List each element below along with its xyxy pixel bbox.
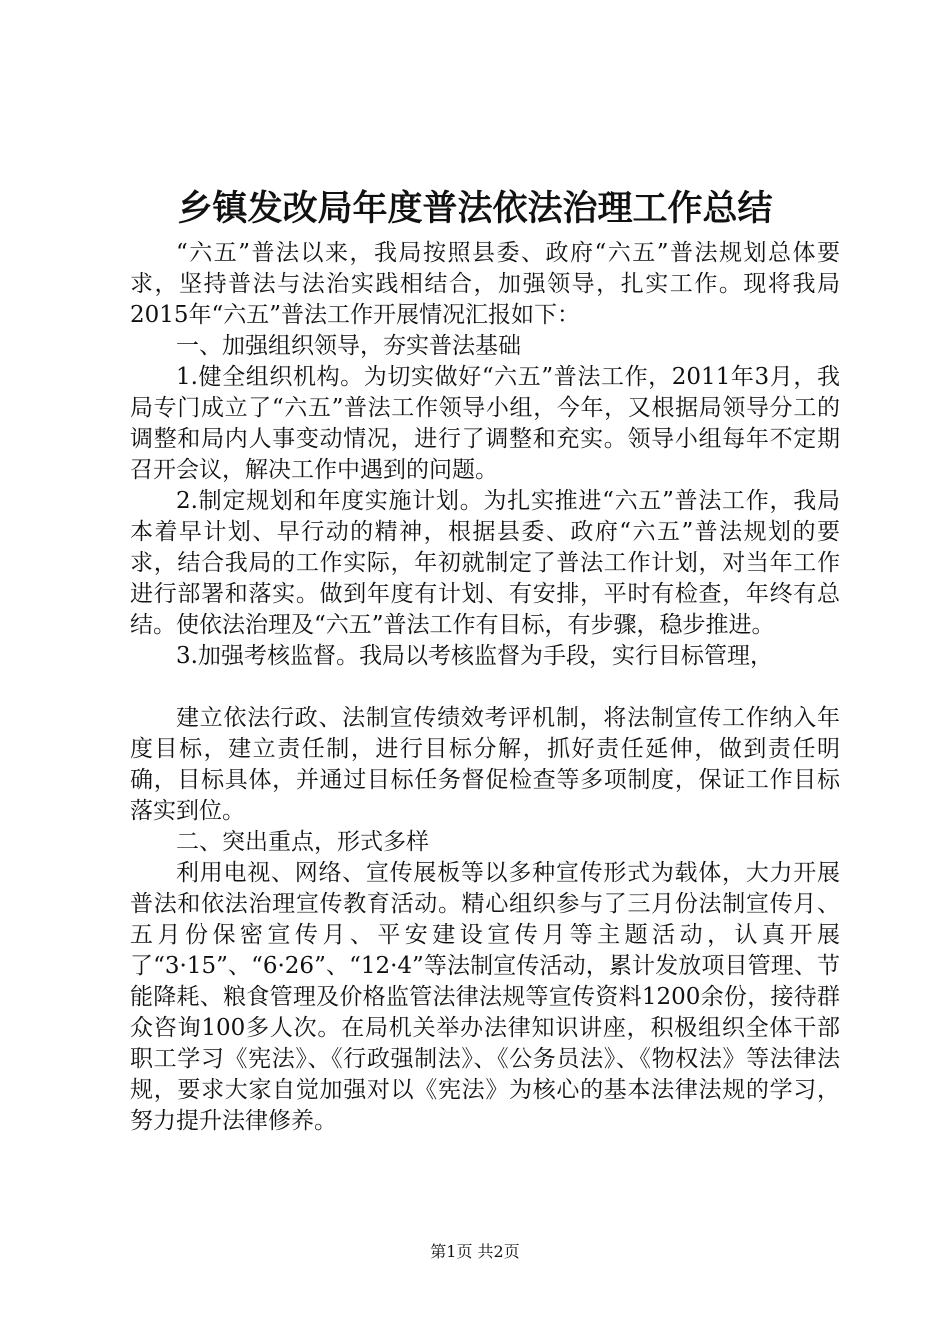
paragraph-publicity: 利用电视、网络、宣传展板等以多种宣传形式为载体，大力开展普法和依法治理宣传教育活动。精心组织参与了三月份法制宣传月、五月份保密宣传月、平安建设宣传月等主题活动，认真开展了“3·15”、“6·26”、“12·4”等法制宣传活动，累计发放项目管理、节能降耗、粮食管理及价格监管法律法规等宣传资料1200余份，接待群众咨询100多人次。在局机关举办法律知识讲座，积极组织全体干部职工学习《宪法》、《行政强制法》、《公务员法》、《物权法》等法律法规，要求大家自觉加强对以《宪法》为核心的基本法律法规的学习，努力提升法律修养。 (130, 860, 840, 1134)
paragraph-item-3: 3.加强考核监督。我局以考核监督为手段，实行目标管理， (176, 643, 773, 669)
section-heading-1: 一、加强组织领导，夯实普法基础 (176, 333, 521, 359)
section-heading-2: 二、突出重点，形式多样 (176, 829, 429, 855)
paragraph-item-1: 1.健全组织机构。为切实做好“六五”普法工作，2011年3月，我局专门成立了“六五”普法工作领导小组，今年，又根据局领导分工的调整和局内人事变动情况，进行了调整和充实。领导小组每年不定期召开会议，解决工作中遇到的问题。 (130, 364, 840, 483)
document-body (130, 238, 840, 1137)
paragraph-intro: “六五”普法以来，我局按照县委、政府“六五”普法规划总体要求，坚持普法与法治实践相结合，加强领导，扎实工作。现将我局2015年“六五”普法工作开展情况汇报如下： (130, 240, 840, 328)
page-number-footer: 第1页 共2页 (430, 1242, 520, 1261)
paragraph-item-3-continued: 建立依法行政、法制宣传绩效考评机制，将法制宣传工作纳入年度目标，建立责任制，进行目标分解，抓好责任延伸，做到责任明确，目标具体，并通过目标任务督促检查等多项制度，保证工作目标落实到位。 (130, 705, 840, 824)
document-title: 乡镇发改局年度普法依法治理工作总结 (177, 188, 773, 229)
paragraph-item-2: 2.制定规划和年度实施计划。为扎实推进“六五”普法工作，我局本着早计划、早行动的精神，根据县委、政府“六五”普法规划的要求，结合我局的工作实际，年初就制定了普法工作计划，对当年工作进行部署和落实。做到年度有计划、有安排，平时有检查，年终有总结。使依法治理及“六五”普法工作有目标，有步骤，稳步推进。 (130, 488, 840, 638)
